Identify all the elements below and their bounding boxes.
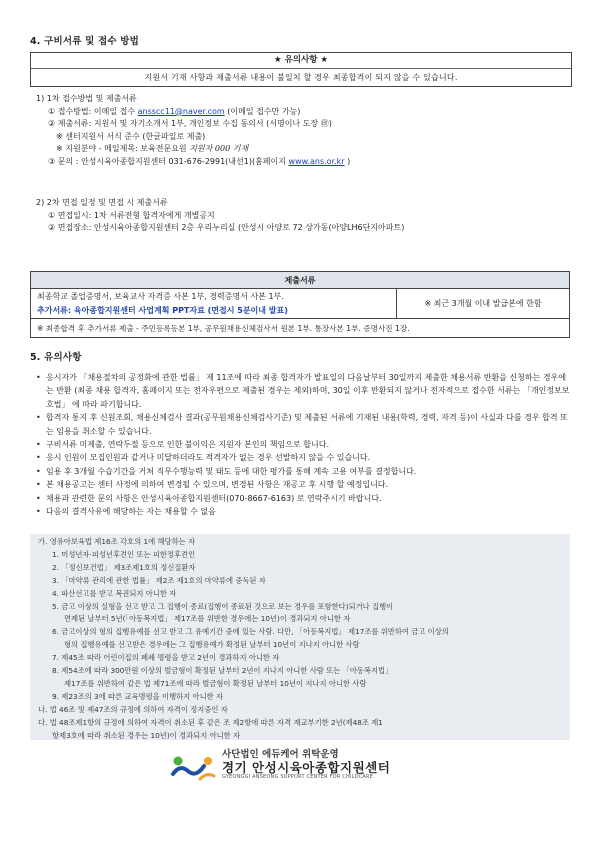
note-item: • 구비서류 미제출, 연락두절 등으로 인한 불이익은 지원자 본인의 책임으로 합니다.: [36, 440, 329, 450]
doc2-place: ② 면접장소: 안성시육아종합지원센터 2층 우리누리실 (안성시 아양로 72 상가동(아양LH6단지아파트): [48, 223, 405, 232]
note-text: 응시자가 「채용절차의 공정화에 관한 법률」 제 11조에 따라 최종 합격자가 발표일의 다음날부터 30일까지 제출한 채용서류 반환을 신청하는 경우에는 반환 (최종 채용 합격자, 홈페이지 또는 전자우편으로 제출된 경우는 제외)하며, 30일 이후 반환되지 않거나 전자적으로 접수한 서류는 「개인정보보호법」 에 따라 파기합니다.: [46, 373, 570, 409]
disqualification-list: [38, 536, 568, 743]
disq-item: 8. 제54조에 따라 300만원 이상의 벌금형이 확정된 날부터 2년이 지나지 아니한 사람 또는 「아동복지법」: [52, 666, 393, 676]
disq-item: 4. 파산선고를 받고 복권되지 아니한 자: [52, 588, 177, 598]
disq-item: 7. 제45조 따라 어린이집의 폐쇄 명령을 받고 2년이 경과하지 아니한 자: [52, 653, 280, 663]
submission-final-note: ※ 최종합격 후 추가서류 제출 - 주민등록등본 1부, 공무원채용신체검사서 원본 1부. 통장사본 1부. 증명사진 1장.: [31, 319, 570, 338]
disq-item: 면제된 날부터 5년(「아동복지법」 제17조를 위반한 경우에는 10년)이 경과되지 아니한 자: [64, 614, 351, 624]
note-item: • 다음의 결격사유에 해당하는 자는 채용할 수 없음: [36, 507, 216, 517]
doc1-heading: 1) 1차 접수방법 및 제출서류: [36, 94, 137, 103]
note-text: 본 채용공고는 센터 사정에 의하여 변경될 수 있으며, 변경된 사항은 재공고 후 시행 할 예정입니다.: [46, 480, 389, 490]
inquiry-prefix: ③ 문의 : 안성시육아종합지원센터 031-676-2991(내선1)(홈페이지: [48, 156, 289, 166]
email-link[interactable]: ansscc11@naver.com: [137, 106, 225, 116]
disq-item: 형의 집행유예를 선고받은 경우에는 그 집행유예가 확정된 날부터 10년이 지나지 아니한 사람: [64, 640, 360, 650]
disq-c1: 다. 법 48조제1항의 규정에 의하여 자격이 취소된 후 같은 조 제2항에 따른 자격 재교부기한 2년(제48조 제1: [38, 717, 383, 727]
note-subject: [30, 143, 570, 156]
note-item: • 임용 후 3개월 수습기간을 거쳐 직무수행능력 및 태도 등에 대한 평가를 통해 계속 고용 여부를 결정합니다.: [36, 466, 417, 476]
disq-item: 5. 금고 이상의 실형을 선고 받고 그 집행이 종료(집행이 종료된 것으로 보는 경우를 포함한다)되거나 집행이: [52, 601, 394, 611]
submission-table: [30, 271, 570, 338]
notice-title: ★ 유의사항 ★: [31, 53, 571, 69]
note-item: • 채용과 관련한 문의 사항은 안성시육아종합지원센터(070-8667-6163) 로 연락주시기 바랍니다.: [36, 493, 382, 503]
homepage-link[interactable]: www.ans.or.kr: [288, 156, 345, 166]
subject-example: 지원자 000 기재: [189, 144, 249, 153]
note-text: 합격자 통지 후 신원조회, 채용신체검사 결과(공무원채용신체검사기준) 및 제출된 서류에 기재된 내용(학력, 경력, 자격 등)이 사실과 다를 경우 합격 또는 임용을 취소할 수 있습니다.: [46, 413, 568, 436]
note-form: ※ 센터지원서 서식 준수 (한글파일로 제출): [56, 131, 206, 141]
disq-item: 3. 「마약류 관리에 관한 법률」 제2조 제1호의 마약류에 중독된 자: [52, 575, 266, 585]
doc1-method: [30, 106, 570, 119]
notice-text: 지원서 기재 사항과 제출서류 내용이 불일치 할 경우 최종합격이 되지 않을 수 있습니다.: [144, 73, 458, 82]
disq-b: 나. 법 46조 및 제47조의 규정에 의하여 자격이 정지중인 자: [38, 704, 228, 714]
note-item: • 응시 인원이 모집인원과 같거나 미달하더라도 적격자가 없는 경우 선발하지 않을 수 있습니다.: [36, 453, 371, 463]
logo-green-dot: [174, 757, 183, 766]
doc1-inquiry: [30, 156, 570, 169]
footer: [160, 746, 450, 784]
footer-english-name: GYEONGGI ANSEONG SUPPORT CENTER FOR CHILDCARE: [222, 774, 373, 780]
notice-box: [30, 52, 572, 87]
note-text: 다음의 결격사유에 해당하는 자는 채용할 수 없음: [46, 507, 216, 517]
footer-center-name: 경기 안성시육아종합지원센터: [222, 760, 391, 775]
logo-blue-wave: [173, 766, 204, 774]
footer-org-line: 사단법인 에듀케어 위탁운영: [222, 749, 339, 760]
note-text: 응시 인원이 모집인원과 같거나 미달하더라도 적격자가 없는 경우 선발하지 않을 수 있습니다.: [46, 453, 371, 463]
center-logo-icon: [170, 752, 216, 782]
inquiry-suffix: ): [344, 156, 351, 166]
logo-orange-wave: [200, 775, 214, 779]
note-text: 구비서류 미제출, 연락두절 등으로 인한 불이익은 지원자 본인의 책임으로 합니다.: [46, 440, 329, 450]
doc2-list: [30, 197, 570, 235]
note-item: • 본 채용공고는 센터 사정에 의하여 변경될 수 있으며, 변경된 사항은 재공고 후 시행 할 예정입니다.: [36, 480, 389, 490]
section4-title: 4. 구비서류 및 접수 방법: [30, 36, 140, 47]
note-text: 채용과 관련한 문의 사항은 안성시육아종합지원센터(070-8667-6163) 로 연락주시기 바랍니다.: [46, 493, 382, 503]
note-text: 임용 후 3개월 수습기간을 거쳐 직무수행능력 및 태도 등에 대한 평가를 통해 계속 고용 여부를 결정합니다.: [46, 466, 417, 476]
disq-item: 1. 미성년자·피성년후견인 또는 피한정후견인: [52, 549, 196, 559]
submission-row1: 최종학교 졸업증명서, 보육교사 자격증 사본 1부, 경력증명서 사본 1부.: [31, 289, 397, 304]
subject-prefix: ※ 지원분야 - 메일제목: 보육전문요원: [56, 144, 190, 153]
disq-item: 2. 「정신보건법」 제3조제1호의 정신질환자: [52, 562, 196, 572]
doc2-date: ① 면접일시: 1차 서류전형 합격자에게 개별공지: [48, 210, 215, 220]
section5-title: 5. 유의사항: [30, 352, 82, 363]
disq-c2: 항제3호에 따라 취소된 경우는 10년)이 경과되지 아니한 자: [52, 730, 241, 740]
note-item: • 합격자 통지 후 신원조회, 채용신체검사 결과(공무원채용신체검사기준) 및 제출된 서류에 기재된 내용(학력, 경력, 자격 등)이 사실과 다를 경우 합격 또는 임용을 취소할 수 있습니다.: [36, 413, 568, 436]
doc1-docs: ② 제출서류: 지원서 및 자기소개서 1부, 개인정보 수집 동의서 (서명이나 도장 ㊞): [48, 119, 332, 128]
submission-header: 제출서류: [31, 272, 570, 289]
method-suffix: (이메일 접수만 가능): [224, 106, 301, 116]
disq-a: 가. 영유아보육법 제16조 각호의 1에 해당하는 자: [38, 537, 196, 546]
notes-list: [36, 371, 570, 518]
method-prefix: ① 접수방법: 이메일 접수: [48, 106, 138, 116]
doc1-list: [30, 93, 570, 168]
note-item: • 응시자가 「채용절차의 공정화에 관한 법률」 제 11조에 따라 최종 합격자가 발표일의 다음날부터 30일까지 제출한 채용서류 반환을 신청하는 경우에는 반환 (최종 채용 합격자, 홈페이지 또는 전자우편으로 제출된 경우는 제외)하며, 30일 이후 반환되지 않거나 전자적으로 접수한 서류는 「개인정보보호법」 에 따라 파기합니다.: [36, 373, 570, 409]
logo-orange-dot: [204, 757, 212, 765]
doc2-heading: 2) 2차 면접 일정 및 면접 시 제출서류: [36, 198, 168, 207]
submission-right-note: ※ 최근 3개월 이내 발급본에 한함: [397, 289, 570, 319]
disq-item: 9. 제23조의 3에 따른 교육명령을 이행하지 아니한 자: [52, 691, 224, 701]
disq-item: 제17조를 위반하여 같은 법 제71조에 따라 벌금형이 확정된 날부터 10년이 지나지 아니한 사람: [64, 678, 367, 688]
disq-item: 6. 금고이상의 형의 집행유예를 선고 받고 그 유예기간 중에 있는 사람. 다만, 「아동복지법」 제17조를 위반하여 금고 이상의: [52, 627, 449, 637]
submission-row2: 추가서류: 육아종합지원센터 사업계획 PPT자료 (면접시 5분이내 발표): [31, 303, 397, 319]
